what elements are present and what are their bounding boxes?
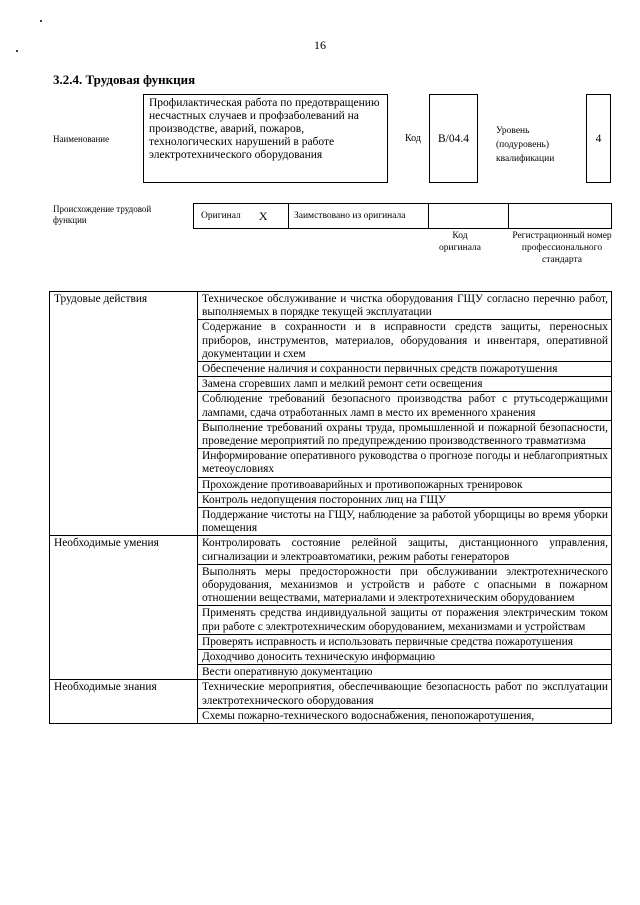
code-value-box: B/04.4 [429, 94, 478, 183]
list-item: Контроль недопущения посторонних лиц на ГЩУ [198, 492, 612, 507]
origin-label: Происхождение трудовой функции [53, 204, 152, 225]
function-table [49, 291, 612, 724]
list-item: Выполнять меры предосторожности при обслуживании электротехнического оборудования, механизмов и устройств и работе с опасными в пожарном отношении веществами, материалами и электротехническим оборудованием [198, 564, 612, 606]
original-cell [194, 204, 289, 228]
borrowed-label: Заимствовано из оригинала [294, 211, 406, 221]
borrowed-cell [289, 204, 429, 228]
code-label: Код [405, 133, 421, 144]
list-item: Прохождение противоаварийных и противопожарных тренировок [198, 477, 612, 492]
list-item: Проверять исправность и использовать первичные средства пожаротушения [198, 634, 612, 649]
section-title: 3.2.4. Трудовая функция [53, 72, 196, 87]
origin-code-cell [429, 204, 509, 228]
reg-caption: Регистрационный номер профессионального стандарта [512, 231, 612, 265]
list-item: Технические мероприятия, обеспечивающие безопасность работ по эксплуатации электротехнического оборудования [198, 680, 612, 708]
section-title-knowledge: Необходимые знания [50, 680, 198, 724]
list-item: Контролировать состояние релейной защиты, дистанционного управления, сигнализации и электроавтоматики, режим работы генераторов [198, 536, 612, 564]
code-caption: Код оригинала [439, 231, 481, 253]
function-name-box: Профилактическая работа по предотвращению несчастных случаев и профзаболеваний на производстве, аварий, пожаров, технологических нарушений в работе электротехнического оборудования [143, 94, 388, 183]
list-item: Замена сгоревших ламп и мелкий ремонт сети освещения [198, 377, 612, 392]
level-value-box: 4 [586, 94, 611, 183]
original-mark: X [258, 208, 268, 223]
origin-reg-cell [509, 204, 611, 228]
list-item: Информирование оперативного руководства о прогнозе погоды и неблагоприятных метеоусловиях [198, 449, 612, 477]
list-item: Доходчиво доносить техническую информацию [198, 650, 612, 665]
section-title-actions: Трудовые действия [50, 292, 198, 536]
name-label: Наименование [53, 134, 110, 144]
list-item: Вести оперативную документацию [198, 665, 612, 680]
list-item: Применять средства индивидуальной защиты от поражения электрическим током при работе с электротехническим оборудованием, механизмами и устройствам [198, 606, 612, 634]
original-label: Оригинал [201, 211, 241, 221]
table-row [50, 536, 612, 564]
page-number: 16 [314, 38, 326, 52]
table-row [50, 292, 612, 320]
scan-speck [40, 20, 42, 22]
section-title-skills: Необходимые умения [50, 536, 198, 680]
list-item: Содержание в сохранности и в исправности средств защиты, переносных приборов, инструментов, материалов, оборудования и инвентаря, оперативной документации и схем [198, 320, 612, 362]
list-item: Выполнение требований охраны труда, промышленной и пожарной безопасности, проведение мероприятий по предупреждению производственного травматизма [198, 420, 612, 448]
list-item: Поддержание чистоты на ГЩУ, наблюдение за работой уборщицы во время уборки помещения [198, 508, 612, 536]
table-row [50, 680, 612, 708]
list-item: Соблюдение требований безопасного производства работ с ртутьсодержащими лампами, сдача отработанных ламп в место их временного хранения [198, 392, 612, 420]
list-item: Техническое обслуживание и чистка оборудования ГЩУ согласно перечню работ, выполняемых в порядке текущей эксплуатации [198, 292, 612, 320]
origin-row [193, 203, 612, 229]
list-item: Обеспечение наличия и сохранности первичных средств пожаротушения [198, 362, 612, 377]
level-label: Уровень (подуровень) квалификации [496, 126, 555, 164]
list-item: Схемы пожарно-технического водоснабжения, пенопожаротушения, [198, 708, 612, 723]
